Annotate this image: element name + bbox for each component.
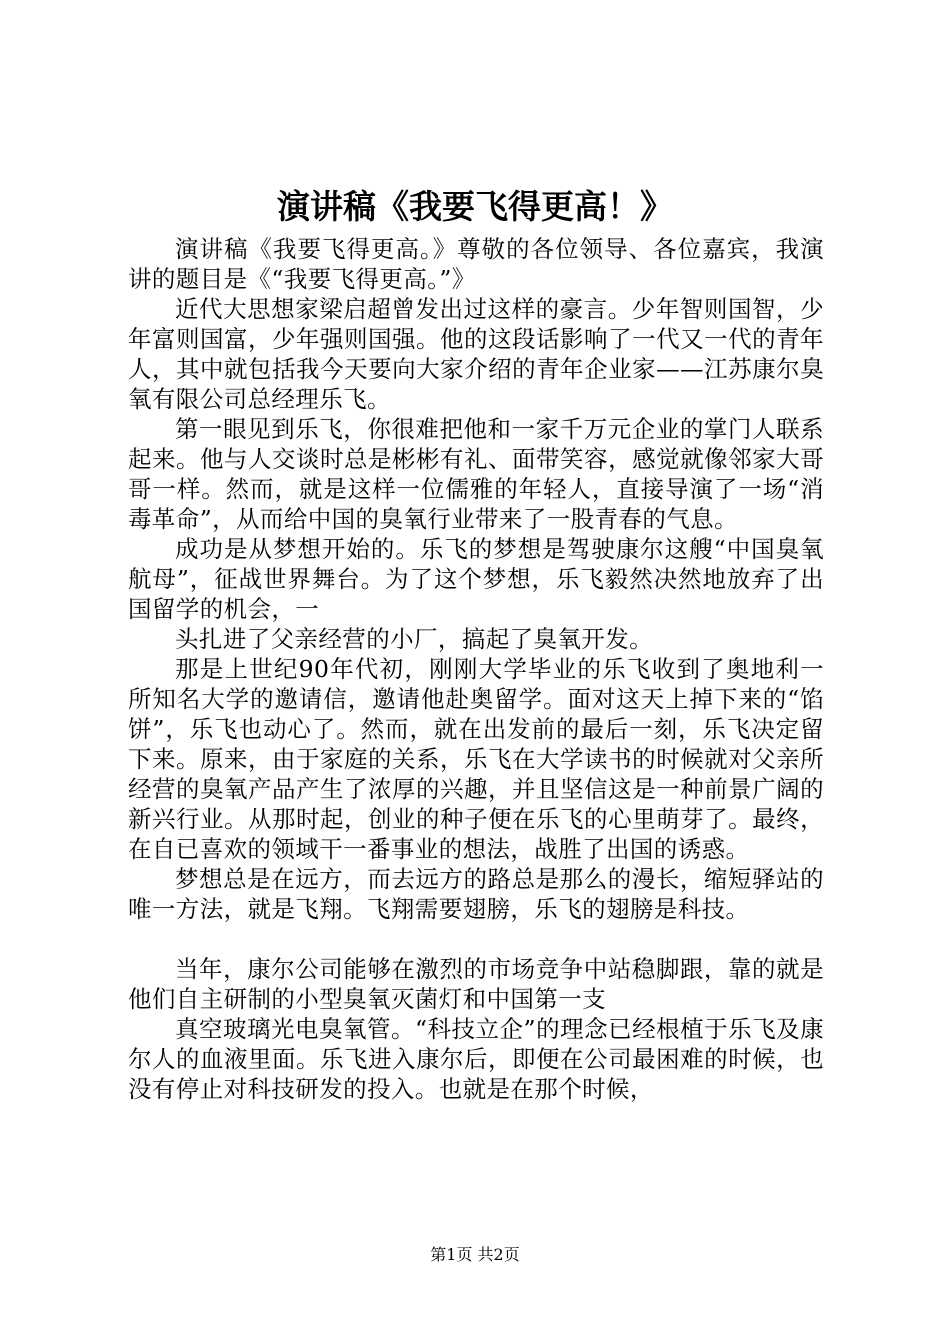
page-number-footer: 第1页 共2页 [430, 1245, 520, 1264]
paragraph-7: 梦想总是在远方，而去远方的路总是那么的漫长，缩短驿站的唯一方法，就是飞翔。飞翔需要翅膀，乐飞的翅膀是科技。 [128, 865, 824, 923]
paragraph-2: 近代大思想家梁启超曾发出过这样的豪言。少年智则国智，少年富则国富，少年强则国强。他的这段话影响了一代又一代的青年人，其中就包括我今天要向大家介绍的青年企业家——江苏康尔臭氧有限公司总经理乐飞。 [128, 295, 824, 413]
paragraph-3: 第一眼见到乐飞，你很难把他和一家千万元企业的掌门人联系起来。他与人交谈时总是彬彬有礼、面带笑容，感觉就像邻家大哥哥一样。然而，就是这样一位儒雅的年轻人，直接导演了一场“消毒革命”，从而给中国的臭氧行业带来了一股青春的气息。 [128, 415, 824, 533]
paragraph-6: 那是上世纪90年代初，刚刚大学毕业的乐飞收到了奥地利一所知名大学的邀请信，邀请他赴奥留学。面对这天上掉下来的“馅饼”，乐飞也动心了。然而，就在出发前的最后一刻，乐飞决定留下来。原来，由于家庭的关系，乐飞在大学读书的时候就对父亲所经营的臭氧产品产生了浓厚的兴趣，并且坚信这是一种前景广阔的新兴行业。从那时起，创业的种子便在乐飞的心里萌芽了。最终，在自已喜欢的领域干一番事业的想法，战胜了出国的诱惑。 [128, 655, 824, 863]
paragraph-8: 当年，康尔公司能够在激烈的市场竞争中站稳脚跟，靠的就是他们自主研制的小型臭氧灭菌灯和中国第一支 [128, 955, 824, 1013]
paragraph-1: 演讲稿《我要飞得更高。》尊敬的各位领导、各位嘉宾，我演讲的题目是《“我要飞得更高。”》 [128, 235, 824, 293]
paragraph-5: 头扎进了父亲经营的小厂，搞起了臭氧开发。 [175, 625, 653, 653]
paragraph-4: 成功是从梦想开始的。乐飞的梦想是驾驶康尔这艘“中国臭氧航母”，征战世界舞台。为了这个梦想，乐飞毅然决然地放弃了出国留学的机会，一 [128, 535, 824, 623]
paragraph-9: 真空玻璃光电臭氧管。“科技立企”的理念已经根植于乐飞及康尔人的血液里面。乐飞进入康尔后，即便在公司最困难的时候，也没有停止对科技研发的投入。也就是在那个时候， [128, 1015, 824, 1103]
document-title: 演讲稿《我要飞得更高！》 [277, 187, 673, 226]
document-body [128, 234, 824, 1104]
